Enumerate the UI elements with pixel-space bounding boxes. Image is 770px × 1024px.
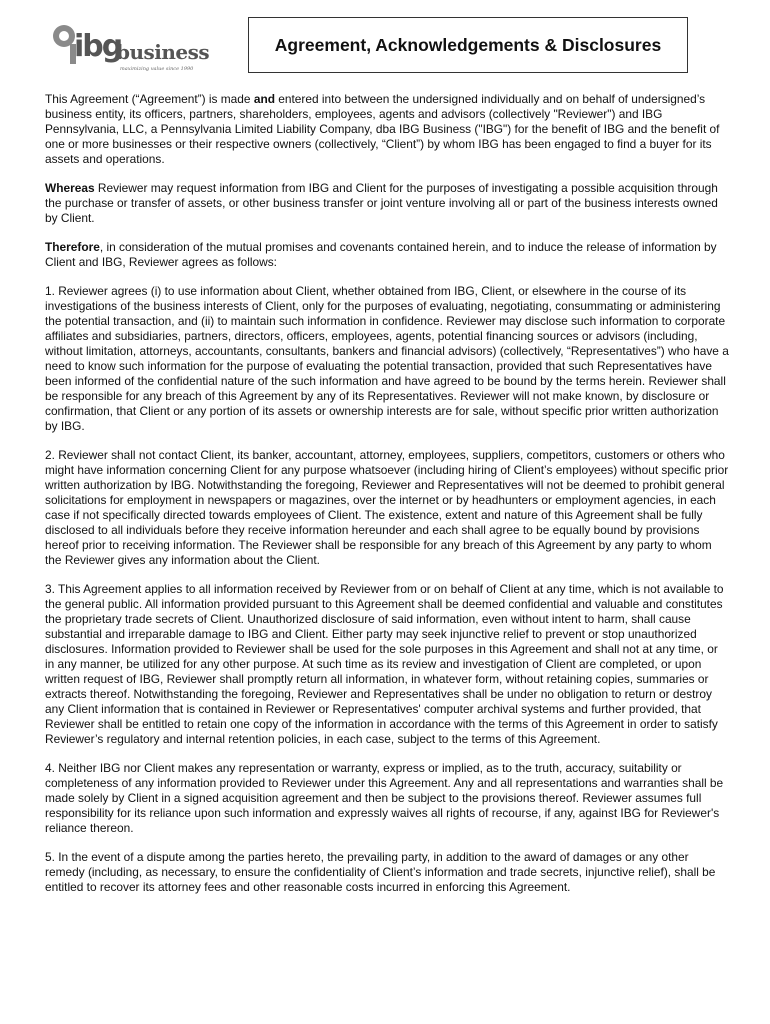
title-box (248, 17, 688, 73)
clause-4: 4. Neither IBG nor Client makes any representation or warranty, express or implied, as to the truth, accuracy, suitability or completeness of any information provided to Reviewer under this Agreement. Any and all representations and warranties shall be made solely by Client in a signed acquisition agreement and then be subject to the provisions thereof. Reviewer assumes full responsibility for its reliance upon such information and expressly waives all rights of recourse, if any, against IBG for Reviewer's reliance thereon. (45, 761, 724, 835)
clause-5: 5. In the event of a dispute among the parties hereto, the prevailing party, in addition to the award of damages or any other remedy (including, as necessary, to ensure the confidentiality of Client’s information and trade secrets, injunctive relief), shall be entitled to recover its attorney fees and other reasonable costs incurred in enforcing this Agreement. (45, 850, 716, 894)
whereas-label: Whereas (45, 181, 95, 195)
document-title: Agreement, Acknowledgements & Disclosures (274, 34, 662, 55)
clause-2: 2. Reviewer shall not contact Client, its banker, accountant, attorney, employees, suppliers, competitors, customers or others who might have information concerning Client for any purpose whatsoever (including hiring of Client’s employees) without specific prior written authorization by IBG. Notwithstanding the foregoing, Reviewer and Representatives will not be deemed to prohibit general solicitations for employment in newspapers or magazines, over the internet or by headhunters or employment agencies, in each case if not specifically directed towards employees of Client. The existence, extent and nature of this Agreement shall be fully disclosed to all individuals before they receive information hereunder and each shall agree to be equally bound by provisions hereof prior to receiving information. The Reviewer shall be responsible for any breach of this Agreement by any party to whom the Reviewer gives any information about the Client. (45, 448, 729, 567)
whereas-paragraph (45, 181, 729, 226)
therefore-text: , in consideration of the mutual promises and covenants contained herein, and to induce the release of information by Client and IBG, Reviewer agrees as follows: (45, 240, 717, 269)
agreement-body (45, 92, 729, 909)
therefore-paragraph (45, 240, 729, 270)
logo-word: business (116, 40, 210, 64)
clause-3: 3. This Agreement applies to all information received by Reviewer from or on behalf of Client at any time, which is not available to the general public. All information provided pursuant to this Agreement shall be deemed confidential and valuable and constitutes the proprietary trade secrets of Client. Unauthorized disclosure of said information, even without intent to harm, shall cause substantial and irreparable damage to IBG and Client. Either party may seek injunctive relief to prevent or stop unauthorized disclosures. Information provided to Reviewer shall be used for the sole purposes in this Agreement and shall not at any time, or in any manner, be utilized for any other purpose. At such time as its review and investigation of Client are completed, or upon written request of IBG, Reviewer shall promptly return all information, in whatever form, without retaining copies, summaries or extracts thereof. Notwithstanding the foregoing, Reviewer and Representatives shall be under no obligation to return or destroy any Client information that is contained in Reviewer or Representatives' computer archival systems and further provided, that Reviewer shall be entitled to retain one copy of the information in accordance with the terms of this Agreement in order to satisfy Reviewer’s regulatory and internal retention policies, in each case, subject to the terms of this Agreement. (45, 582, 724, 746)
clause-1: 1. Reviewer agrees (i) to use information about Client, whether obtained from IBG, Client, or elsewhere in the course of its investigations of the business interests of Client, only for the purposes of evaluating, negotiating, consummating or administering the potential transaction, and (ii) to maintain such information in confidence. Reviewer may disclose such information to corporate affiliates and subsidiaries, partners, directors, officers, employees, agents, potential financing sources or advisors (including, without limitation, attorneys, accountants, consultants, bankers and financial advisors) (collectively, “Representatives”) who have a need to know such information for the purpose of evaluating the potential transaction, provided that such Representatives have been informed of the confidential nature of the such information and have agreed to be bound by the terms herein. Reviewer shall be responsible for any breach of this Agreement by any of its Representatives. Reviewer will not make known, by disclosure or confirmation, that Client or any portion of its assets or ownership interests are for sale, without specific prior written authorization by IBG. (45, 284, 729, 433)
intro-paragraph (45, 92, 729, 167)
logo-brand: ibg (74, 29, 122, 64)
intro-post: entered into between the undersigned individually and on behalf of undersigned’s business entity, its officers, partners, shareholders, employees, agents and advisors (collectively "Reviewer") and IBG Pennsylvania, LLC, a Pennsylvania Limited Liability Company, dba IBG Business ("IBG") for the benefit of IBG and the benefit of one or more businesses or their respective owners (collectively, “Client”) by whom IBG has been engaged to find a buyer for its assets and operations. (45, 92, 720, 166)
therefore-label: Therefore (45, 240, 100, 254)
company-logo (50, 22, 210, 74)
intro-bold: and (253, 92, 275, 106)
whereas-text: Reviewer may request information from IBG and Client for the purposes of investigating a possible acquisition through the purchase or transfer of assets, or other business transfer or joint venture involving all or part of the business interests owned by Client. (45, 181, 718, 225)
logo-tagline: maximizing value since 1990 (120, 66, 194, 72)
intro-pre: This Agreement (“Agreement”) is made (45, 92, 254, 106)
